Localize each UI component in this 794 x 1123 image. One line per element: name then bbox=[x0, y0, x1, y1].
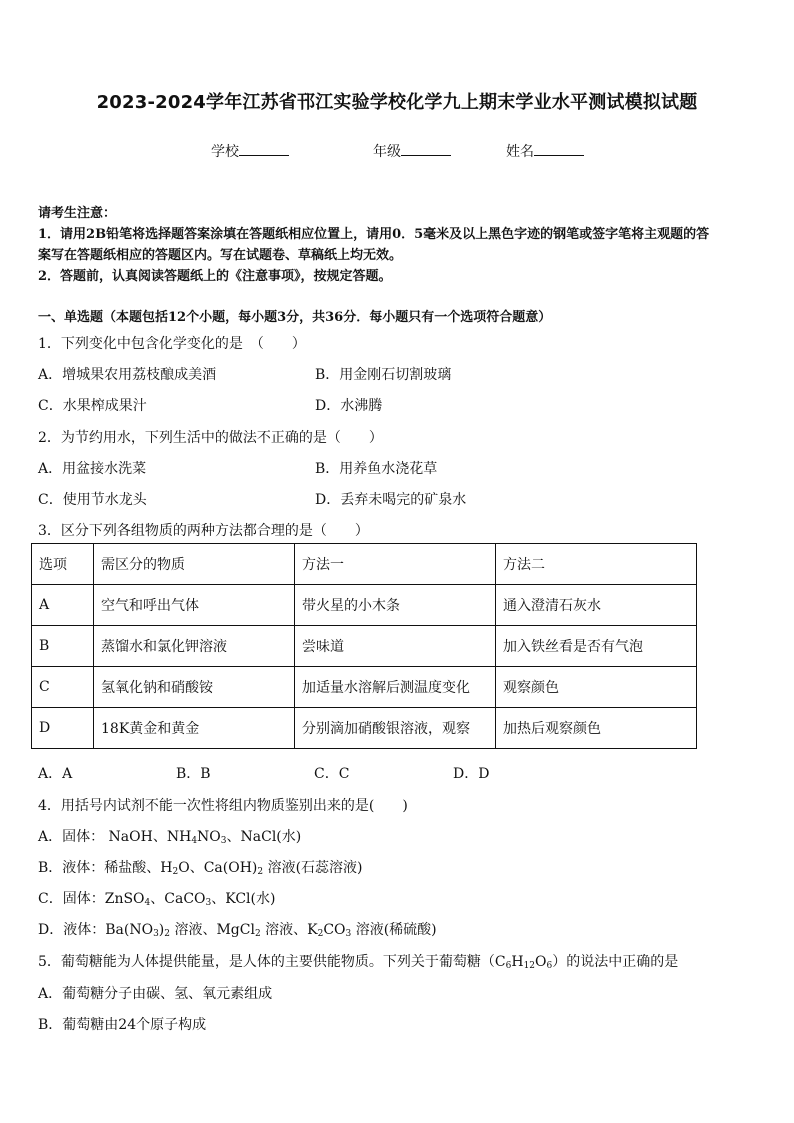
q4-c-text: C．固体：ZnSO bbox=[38, 891, 145, 907]
page-title: 2023-2024学年江苏省邗江实验学校化学九上期末学业水平测试模拟试题 bbox=[96, 92, 698, 113]
table-cell: 蒸馏水和氯化钾溶液 bbox=[94, 626, 295, 667]
q4-d-text: CO bbox=[323, 922, 346, 938]
table-cell: 氢氧化钠和硝酸铵 bbox=[94, 667, 295, 708]
subscript: 4 bbox=[144, 898, 151, 908]
q3-table bbox=[31, 543, 697, 749]
table-cell: D bbox=[32, 708, 94, 749]
subscript: 2 bbox=[164, 929, 170, 939]
q1-stem: 1．下列变化中包含化学变化的是 （ ） bbox=[38, 336, 306, 352]
subscript: 4 bbox=[191, 836, 198, 846]
table-cell: 18K黄金和黄金 bbox=[94, 708, 295, 749]
q4-a-text: A．固体： NaOH、NH bbox=[38, 829, 192, 845]
q3-option-a[interactable]: A．A bbox=[38, 766, 73, 782]
q4-option-c[interactable] bbox=[38, 888, 275, 908]
q5-stem bbox=[38, 951, 678, 971]
table-cell: 加适量水溶解后测温度变化 bbox=[295, 667, 496, 708]
q5-option-b[interactable]: B．葡萄糖由24个原子构成 bbox=[38, 1017, 207, 1033]
q4-c-text: 、KCl(水) bbox=[211, 891, 276, 907]
subscript: 2 bbox=[257, 867, 264, 877]
table-header-cell: 方法二 bbox=[496, 544, 697, 585]
subscript: 6 bbox=[505, 961, 512, 971]
table-cell: 通入澄清石灰水 bbox=[496, 585, 697, 626]
q4-option-d[interactable] bbox=[38, 919, 437, 939]
q2-stem: 2．为节约用水，下列生活中的做法不正确的是（ ） bbox=[38, 430, 383, 446]
subscript: 2 bbox=[254, 929, 261, 939]
q4-c-text: 、CaCO bbox=[150, 891, 206, 907]
subscript: 2 bbox=[172, 867, 179, 877]
q1-option-a[interactable]: A．增城果农用荔枝酿成美酒 bbox=[38, 367, 217, 383]
table-cell: 加热后观察颜色 bbox=[496, 708, 697, 749]
q4-d-text: 溶液(稀硫酸) bbox=[351, 922, 437, 938]
q2-option-d[interactable]: D．丢弃未喝完的矿泉水 bbox=[315, 492, 467, 508]
q5-option-a[interactable]: A．葡萄糖分子由碳、氢、氧元素组成 bbox=[38, 986, 273, 1002]
table-header-cell: 方法一 bbox=[295, 544, 496, 585]
subscript: 2 bbox=[317, 929, 324, 939]
table-cell: 观察颜色 bbox=[496, 667, 697, 708]
q4-option-a[interactable] bbox=[38, 826, 301, 846]
q1-option-d[interactable]: D．水沸腾 bbox=[315, 398, 383, 414]
q4-a-text: NO bbox=[197, 829, 221, 845]
grade-label: 年级 bbox=[373, 144, 401, 160]
notice-heading: 请考生注意： bbox=[38, 206, 117, 221]
q4-a-text: 、NaCl(水) bbox=[226, 829, 302, 845]
table-header-row bbox=[32, 544, 697, 585]
table-cell: 加入铁丝看是否有气泡 bbox=[496, 626, 697, 667]
q4-d-text: 溶液、MgCl bbox=[170, 922, 255, 938]
table-cell: C bbox=[32, 667, 94, 708]
q2-option-c[interactable]: C．使用节水龙头 bbox=[38, 492, 147, 508]
q4-option-b[interactable] bbox=[38, 857, 363, 877]
table-header-cell: 选项 bbox=[32, 544, 94, 585]
name-label: 姓名 bbox=[506, 144, 534, 160]
q1-option-b[interactable]: B．用金刚石切割玻璃 bbox=[315, 367, 452, 383]
q4-b-text: 溶液(石蕊溶液) bbox=[263, 860, 363, 876]
q1-option-c[interactable]: C．水果榨成果汁 bbox=[38, 398, 147, 414]
subscript: 12 bbox=[523, 961, 536, 971]
notice-item-1: 1．请用2B铅笔将选择题答案涂填在答题纸相应位置上，请用0．5毫米及以上黑色字迹的钢笔或签字笔将主观题的答 bbox=[38, 227, 710, 242]
subscript: 3 bbox=[220, 836, 227, 846]
q3-option-c[interactable]: C．C bbox=[314, 766, 350, 782]
notice-item-2: 2．答题前，认真阅读答题纸上的《注意事项》，按规定答题。 bbox=[38, 269, 392, 284]
section-heading: 一、单选题（本题包括12个小题，每小题3分，共36分．每小题只有一个选项符合题意） bbox=[38, 310, 552, 325]
q4-b-text: O、Ca(OH) bbox=[178, 860, 258, 876]
q5-text: O bbox=[535, 954, 547, 970]
q4-stem: 4．用括号内试剂不能一次性将组内物质鉴别出来的是( ) bbox=[38, 798, 408, 814]
notice-item-1-cont: 案写在答题纸相应的答题区内。写在试题卷、草稿纸上均无效。 bbox=[38, 248, 403, 263]
q3-option-b[interactable]: B．B bbox=[176, 766, 211, 782]
q2-option-a[interactable]: A．用盆接水洗菜 bbox=[38, 461, 147, 477]
school-field bbox=[211, 141, 289, 161]
subscript: 3 bbox=[205, 898, 212, 908]
table-cell: 空气和呼出气体 bbox=[94, 585, 295, 626]
name-field bbox=[506, 141, 584, 161]
table-cell: 尝味道 bbox=[295, 626, 496, 667]
q3-option-d[interactable]: D．D bbox=[453, 766, 490, 782]
q5-text: H bbox=[511, 954, 524, 970]
table-cell: A bbox=[32, 585, 94, 626]
school-label: 学校 bbox=[211, 144, 239, 160]
grade-field bbox=[373, 141, 451, 161]
name-blank[interactable] bbox=[534, 141, 584, 156]
table-row bbox=[32, 626, 697, 667]
table-header-cell: 需区分的物质 bbox=[94, 544, 295, 585]
q4-b-text: B．液体：稀盐酸、H bbox=[38, 860, 173, 876]
q5-text: 5．葡萄糖能为人体提供能量，是人体的主要供能物质。下列关于葡萄糖（C bbox=[38, 954, 506, 970]
table-row bbox=[32, 585, 697, 626]
school-blank[interactable] bbox=[239, 141, 289, 156]
q3-stem: 3．区分下列各组物质的两种方法都合理的是（ ） bbox=[38, 523, 369, 539]
q4-d-text: D．液体：Ba(NO bbox=[38, 922, 154, 938]
q4-d-text: ) bbox=[158, 922, 165, 938]
subscript: 3 bbox=[153, 929, 159, 939]
q5-text: ）的说法中正确的是 bbox=[552, 954, 679, 970]
q2-option-b[interactable]: B．用养鱼水浇花草 bbox=[315, 461, 438, 477]
table-row bbox=[32, 708, 697, 749]
q4-d-text: 溶液、K bbox=[260, 922, 318, 938]
table-cell: 带火星的小木条 bbox=[295, 585, 496, 626]
table-cell: 分别滴加硝酸银溶液，观察 bbox=[295, 708, 496, 749]
table-cell: B bbox=[32, 626, 94, 667]
subscript: 6 bbox=[546, 961, 553, 971]
table-row bbox=[32, 667, 697, 708]
grade-blank[interactable] bbox=[401, 141, 451, 156]
subscript: 3 bbox=[345, 929, 352, 939]
